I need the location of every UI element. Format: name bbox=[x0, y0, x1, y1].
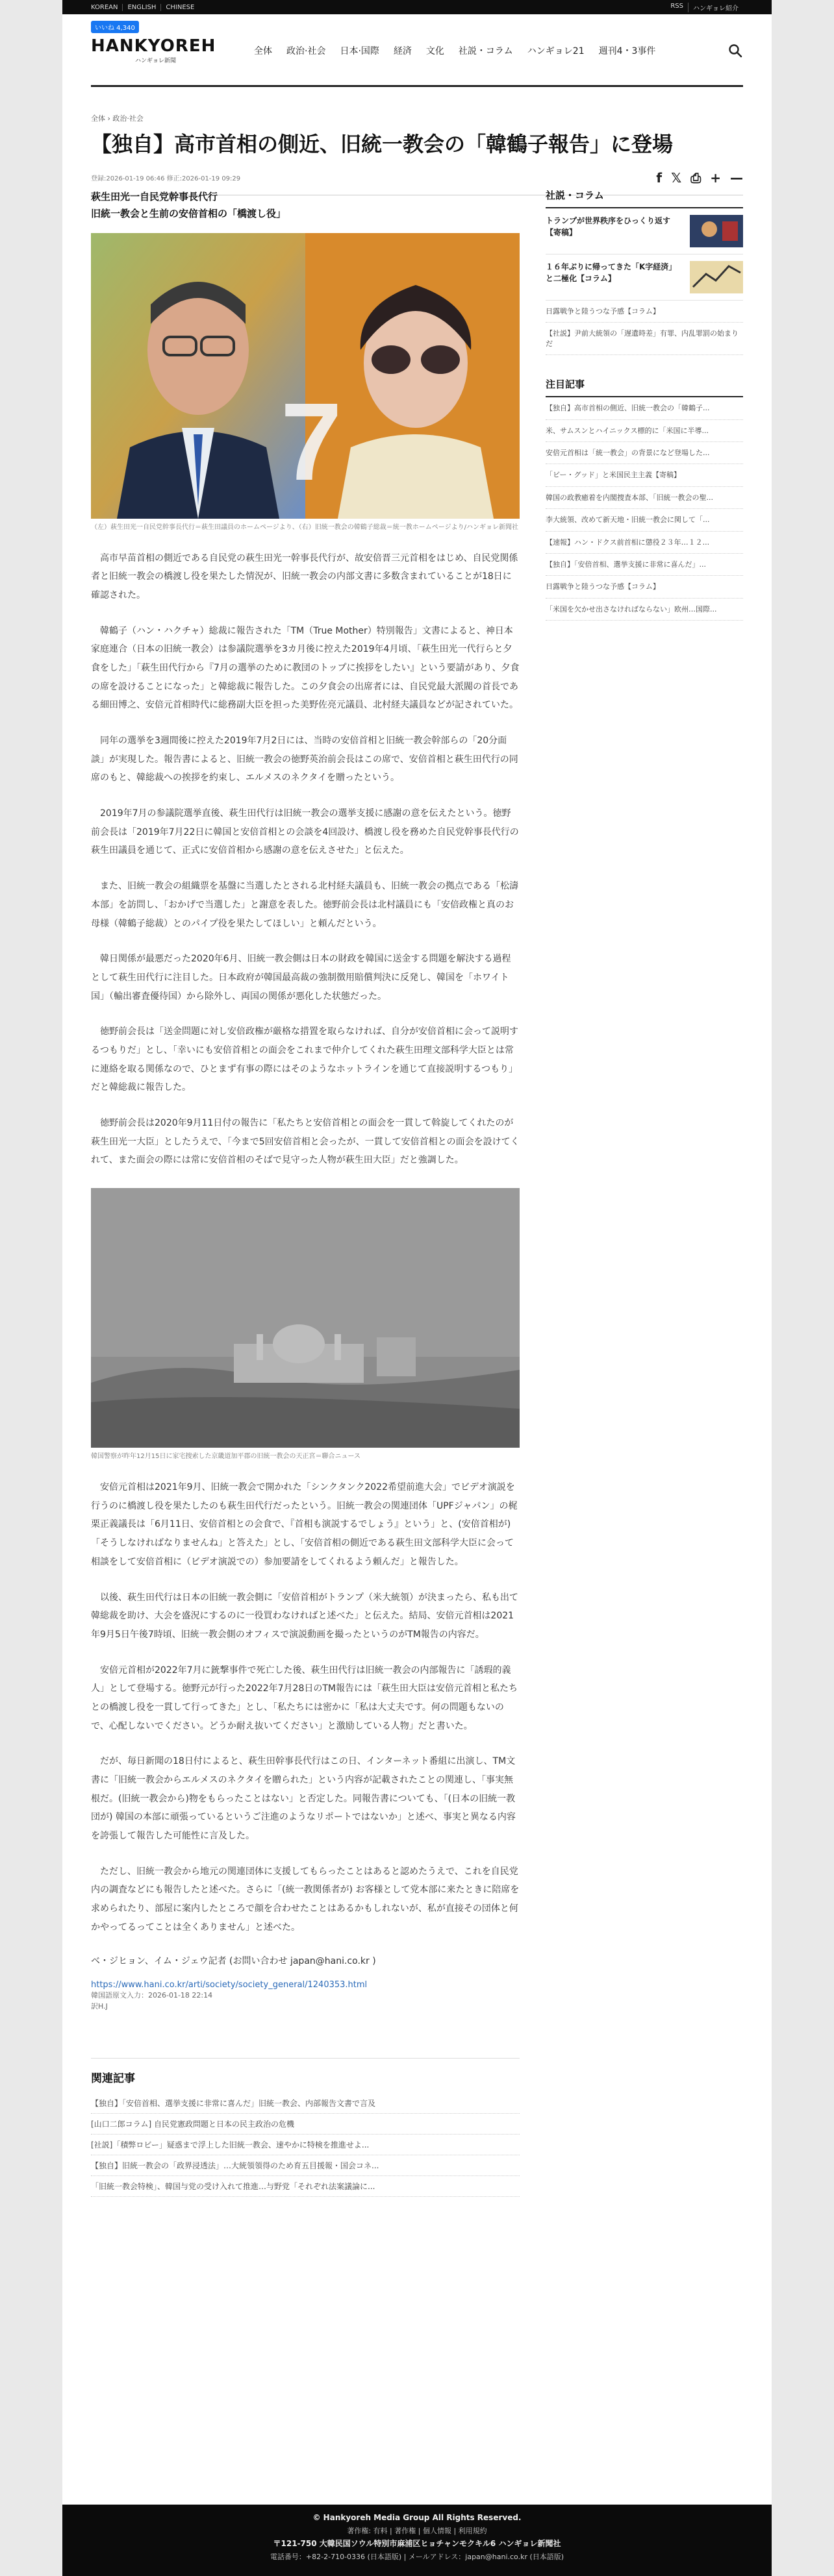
related-item[interactable]: 【独自】「安倍首相、選挙支援に非常に喜んだ」旧統一教会、内部報告文書で言及 bbox=[91, 2093, 520, 2114]
print-icon[interactable]: ⎙ bbox=[690, 169, 701, 186]
lang-chinese-link[interactable]: CHINESE bbox=[160, 4, 199, 11]
font-decrease-icon[interactable]: — bbox=[730, 169, 743, 186]
article-body bbox=[91, 188, 520, 2197]
opinion-thumbnail[interactable] bbox=[690, 215, 743, 247]
popular-item[interactable]: 「米国を欠かせ出さなければならない」欧州…国際... bbox=[546, 599, 743, 621]
x-share-icon[interactable]: 𝕏 bbox=[671, 169, 682, 186]
popular-item[interactable]: 李大統領、改めて新天地・旧統一教会に関して「... bbox=[546, 509, 743, 531]
footer-contact: 電話番号：+82-2-710-0336 (日本語版) | メールアドレス：japan@hani.co.kr (日本語版) bbox=[270, 2553, 564, 2562]
article-paragraph: 安倍元首相が2022年7月に銃撃事件で死亡した後、萩生田代行は旧統一教会の内部報告に「誘瑕的義人」として登場する。徳野元が行った2022年7月28日のTM報告には「萩生田大臣は安倍元首相と私たちとの橋渡し役を一貫して行ってきた」とし、「私たちには密かに「私は大丈夫です。何の問題もないので、心配しないでください。どうか耐え抜いてください」と激励している人物」だと書いた。 bbox=[91, 1665, 518, 1731]
svg-text:7: 7 bbox=[281, 380, 342, 504]
opinion-thumbnail[interactable] bbox=[690, 261, 743, 293]
related-title: 関連記事 bbox=[91, 2072, 135, 2085]
original-date: 韓国語原文入力：2026-01-18 22:14 bbox=[91, 1990, 213, 2000]
article-paragraph: 2019年7月の参議院選挙直後、萩生田代行は旧統一教会の選挙支援に感謝の意を伝えたという。徳野前会長は「2019年7月22日に韓国と安倍首相との会談を4回設け、橋渡し役を務めた自民党幹事長代行の萩生田議員を通じて、正式に安倍首相から感謝の意を伝えさせた」と伝えた。 bbox=[91, 808, 519, 856]
popular-item[interactable]: 【独自】「安倍首相、選挙支援に非常に喜んだ」... bbox=[546, 554, 743, 576]
article-paragraph: 韓鶴子（ハン・ハクチャ）総裁に報告された「TM（True Mother）特別報告」文書によると、神日本家庭連合（日本の旧統一教会）は参議院選挙を3カ月後に控えた2019年4月頃、「萩生田光一代行らと夕食をした」「萩生田代行から『7月の選挙のために教団のトップに挨拶をしたい』という要請があり、夕食の席を設けることになった」と韓総裁に報告した。この夕食会の出席者には、自民党最大派閥の首長である細田博之、安倍元首相時代に総務副大臣を担った美野佐亮元議員、北村経夫議員などが記されていた。 bbox=[91, 625, 520, 711]
byline: ベ・ジヒョン、イム・ジェウ記者 (お問い合わせ japan@hani.co.kr ) bbox=[91, 1955, 376, 1966]
popular-section-title: 注目記事 bbox=[546, 377, 743, 397]
nav-item-economy[interactable]: 経済 bbox=[393, 46, 412, 56]
nav-item-jeju43[interactable]: 週刊4・3事件 bbox=[598, 46, 656, 56]
photo-caption: 韓国警察が昨年12月15日に家宅捜索した京畿道加平郡の旧統一教会の天正宮＝聯合ニュース bbox=[91, 1453, 360, 1461]
facebook-share-icon[interactable]: f bbox=[656, 169, 663, 186]
article-photo-portraits bbox=[91, 233, 520, 519]
site-logo[interactable]: HANKYOREH bbox=[91, 36, 216, 56]
breadcrumb[interactable]: 全体 › 政治·社会 bbox=[91, 114, 144, 123]
nav-item-politics[interactable]: 政治·社会 bbox=[286, 46, 326, 56]
nav-item-hankyoreh21[interactable]: ハンギョレ21 bbox=[527, 46, 585, 56]
footer-links[interactable]: 著作権: 有料 | 著作権 | 個人情報 | 利用規約 bbox=[347, 2527, 487, 2535]
popular-item[interactable]: 日露戦争と陸うつな予感【コラム】 bbox=[546, 576, 743, 598]
footer-copyright: © Hankyoreh Media Group All Rights Reserved. bbox=[312, 2513, 522, 2522]
article-subtitle: 旧統一教会と生前の安倍首相の「橋渡し役」 bbox=[91, 208, 286, 220]
popular-item[interactable]: 米、サムスンとハイニックス標的に「米国に半導... bbox=[546, 420, 743, 442]
article-paragraph: 以後、萩生田代行は日本の旧統一教会側に「安倍首相がトランプ（米大統領）が決まったら、私も出て韓総裁を助け、大会を盛況にするのに一役買わなければと述べた」と伝えた。結局、安倍元首相は2021年9月5日午後7時頃、旧統一教会側のオフィスで演説動画を撮ったというのがTM報告の内容だ。 bbox=[91, 1592, 518, 1640]
opinion-link[interactable]: 【社説】尹前大統領の「遅遺時差」有罪、内乱罪罰の始まりだ bbox=[546, 323, 743, 355]
lang-english-link[interactable]: ENGLISH bbox=[122, 4, 160, 11]
top-bar bbox=[62, 0, 772, 14]
article-paragraph: ただし、旧統一教会から地元の関連団体に支援してもらったことはあると認めたうえで、これを自民党内の調査などにも報告したと述べた。さらに「(統一教関係者が) お客様として党本部に来たときに陪席を求められたり、部屋に案内したところで顔を合わせたことはあるかもしれないが、私が直接その団体と何かやってるってことは全くありません」と述べた。 bbox=[91, 1866, 520, 1933]
related-articles bbox=[91, 2058, 520, 2197]
article-paragraph: 韓日関係が最悪だった2020年6月、旧統一教会側は日本の財政を韓国に送金する問題を解決する過程として萩生田代行に注目した。日本政府が韓国最高裁の強制徴用賠償判決に反発し、韓国を「ホワイト国」（輸出審査優待国）から除外し、両国の関係が悪化した状態だった。 bbox=[91, 954, 511, 1002]
popular-item[interactable]: 韓国の政教癒着を内閣捜査本部、「旧統一教会の聖... bbox=[546, 487, 743, 509]
article-paragraph: 高市早苗首相の側近である自民党の萩生田光一幹事長代行が、故安倍晋三元首相をはじめ、自民党関係者と旧統一教会の橋渡し役を果たした情況が、旧統一教会の内部文書に多数含まれていることが18日に確認された。 bbox=[91, 552, 518, 601]
article-photo-building bbox=[91, 1188, 520, 1448]
site-footer bbox=[62, 2505, 772, 2576]
lang-korean-link[interactable]: KOREAN bbox=[91, 3, 118, 11]
related-item[interactable]: 【独自】旧統一教会の「政界浸透法」…大統領領得のため育五目援報・国会コネ... bbox=[91, 2155, 520, 2176]
facebook-like-button[interactable]: いいね 4,340 bbox=[91, 21, 139, 33]
article-paragraph: 徳野前会長は「送金問題に対し安倍政権が厳格な措置を取らなければ、自分が安倍首相に会って説明するつもりだ」とし、「幸いにも安倍首相との面会をこれまで仲介してくれた萩生田理文部科学大臣とは常に連絡を取る関係なので、ひとまず有事の際にはそのようなホットラインを通じて直接説明するつもり」だと韓総裁に報告した。 bbox=[91, 1026, 518, 1093]
popular-item[interactable]: 「ビー・グッド」と米国民主主義【寄稿】 bbox=[546, 464, 743, 486]
translator-credit: 訳H.J bbox=[91, 2002, 108, 2011]
popular-list bbox=[546, 397, 743, 621]
article-paragraph: 安倍元首相は2021年9月、旧統一教会で開かれた「シンクタンク2022希望前進大会」でビデオ演説を行うのに橋渡し役を果たしたのも萩生田代行だったという。旧統一教会の関連団体「UPFジャパン」の梶栗正義議長は「6月11日、安倍首相との会食で、『首相も演説するでしょう』という」と、(安倍首相が)「そうしなければなりませんね」と答えた」とし、「安倍首相の側近である萩生田文部科学大臣に会って相談をして安倍首相に（ビデオ演説での）参加要請をしてくれるよう頼んだ」と報告した。 bbox=[91, 1482, 518, 1567]
main-nav bbox=[247, 44, 663, 57]
popular-item[interactable]: 【速報】ハン・ドクス前首相に懲役２３年…１２... bbox=[546, 532, 743, 554]
site-header bbox=[91, 14, 743, 87]
page bbox=[62, 0, 772, 2576]
search-icon[interactable] bbox=[727, 43, 743, 58]
popular-item[interactable]: 安倍元首相は「統一教会」の背景になど登場した... bbox=[546, 442, 743, 464]
article-paragraph: 同年の選挙を3週間後に控えた2019年7月2日には、当時の安倍首相と旧統一教会幹部らの「20分面談」が実現した。報告書によると、旧統一教会の徳野英治前会長はこの席で、安倍首相と萩生田代行の同席のもと、韓総裁への挨拶を約束し、エルメスのネクタイを贈ったという。 bbox=[91, 736, 518, 784]
footer-address: 〒121-750 大韓民国ソウル特別市麻浦区ヒョチャンモクキル6 ハンギョレ新聞社 bbox=[273, 2539, 561, 2549]
popular-item[interactable]: 【独自】高市首相の側近、旧統一教会の「韓鶴子... bbox=[546, 397, 743, 419]
related-item[interactable]: 「旧統一教会特検」、韓国与党の受け入れて推進…与野党「それぞれ法案議論に... bbox=[91, 2176, 520, 2197]
share-toolbar bbox=[656, 170, 743, 186]
about-link[interactable]: ハンギョレ紹介 bbox=[688, 3, 743, 12]
article-dates: 登録:2026-01-19 06:46 修正:2026-01-19 09:29 bbox=[91, 175, 241, 183]
opinion-item[interactable] bbox=[546, 254, 743, 301]
related-item[interactable]: [社説]「積弊ロビー」疑惑まで浮上した旧統一教会、速やかに特検を推進せよ... bbox=[91, 2135, 520, 2155]
article-headline: 【独自】高市首相の側近、旧統一教会の「韓鶴子報告」に登場 bbox=[91, 132, 674, 156]
nav-item-all[interactable]: 全体 bbox=[254, 46, 272, 56]
article-paragraph: 徳野前会長は2020年9月11日付の報告に「私たちと安倍首相との面会を一貫して斡旋してくれたのが萩生田光一大臣」としたうえで、「今まで5回安倍首相と会ったが、一貫して安倍首相との面会を設けてくれて、また面会の際には常に安倍首相のそばで見守った人物が萩生田大臣」だと強調した。 bbox=[91, 1118, 520, 1166]
article-subtitle: 萩生田光一自民党幹事長代行 bbox=[91, 191, 218, 203]
foggy-building-image bbox=[91, 1188, 520, 1448]
opinion-section-title: 社説・コラム bbox=[546, 188, 743, 208]
opinion-item-title[interactable]: １６年ぶりに帰ってきた「K字経済」と二極化【コラム】 bbox=[546, 262, 673, 283]
opinion-link-list bbox=[546, 301, 743, 355]
original-article-link[interactable]: https://www.hani.co.kr/arti/society/society_general/1240353.html bbox=[91, 1979, 368, 1990]
portraits-image bbox=[91, 233, 520, 519]
nav-item-editorial[interactable]: 社説・コラム bbox=[458, 46, 513, 56]
rss-link[interactable]: RSS bbox=[670, 2, 683, 10]
nav-item-japan-intl[interactable]: 日本·国際 bbox=[340, 46, 379, 56]
opinion-item[interactable] bbox=[546, 208, 743, 254]
photo-caption: （左）萩生田光一自民党幹事長代行＝萩生田議員のホームページより、（右）旧統一教会の韓鶴子総裁＝統一教ホームページより/ハンギョレ新聞社 bbox=[91, 523, 518, 531]
sidebar bbox=[546, 188, 743, 621]
article-paragraph: また、旧統一教会の組織票を基盤に当選したとされる北村経夫議員も、旧統一教会の拠点である「松濤本部」を訪問し、「おかげで当選した」と謝意を表した。徳野前会長は北村議員にも「安倍政権と真のお母様（韓鶴子総裁）とのパイプ役を果たしてほしい」と頼んだという。 bbox=[91, 881, 518, 929]
nav-item-culture[interactable]: 文化 bbox=[425, 46, 444, 56]
opinion-item-title[interactable]: トランプが世界秩序をひっくり返す【寄稿】 bbox=[546, 216, 671, 237]
related-item[interactable]: [山口二郎コラム] 自民党憲政問題と日本の民主政治の危機 bbox=[91, 2114, 520, 2135]
opinion-link[interactable]: 日露戦争と陸うつな予感【コラム】 bbox=[546, 301, 743, 323]
font-increase-icon[interactable]: + bbox=[710, 169, 721, 186]
article-paragraph: だが、毎日新聞の18日付によると、萩生田幹事長代行はこの日、インターネット番組に出演し、TM文書に「旧統一教会からエルメスのネクタイを贈られた」という内容が記載されたことの関連し、「事実無根だ。(旧統一教会から)物をもらったことはない」と否定した。同報告書についても、「(日本の旧統一教団が) 韓国の本部に頑張っているというご注進のようなリポートではないか」と述べ、事実と異なる内容を誇張して報告した可能性に言及した。 bbox=[91, 1756, 516, 1842]
site-logo-subtitle: ハンギョレ新聞 bbox=[135, 58, 177, 64]
